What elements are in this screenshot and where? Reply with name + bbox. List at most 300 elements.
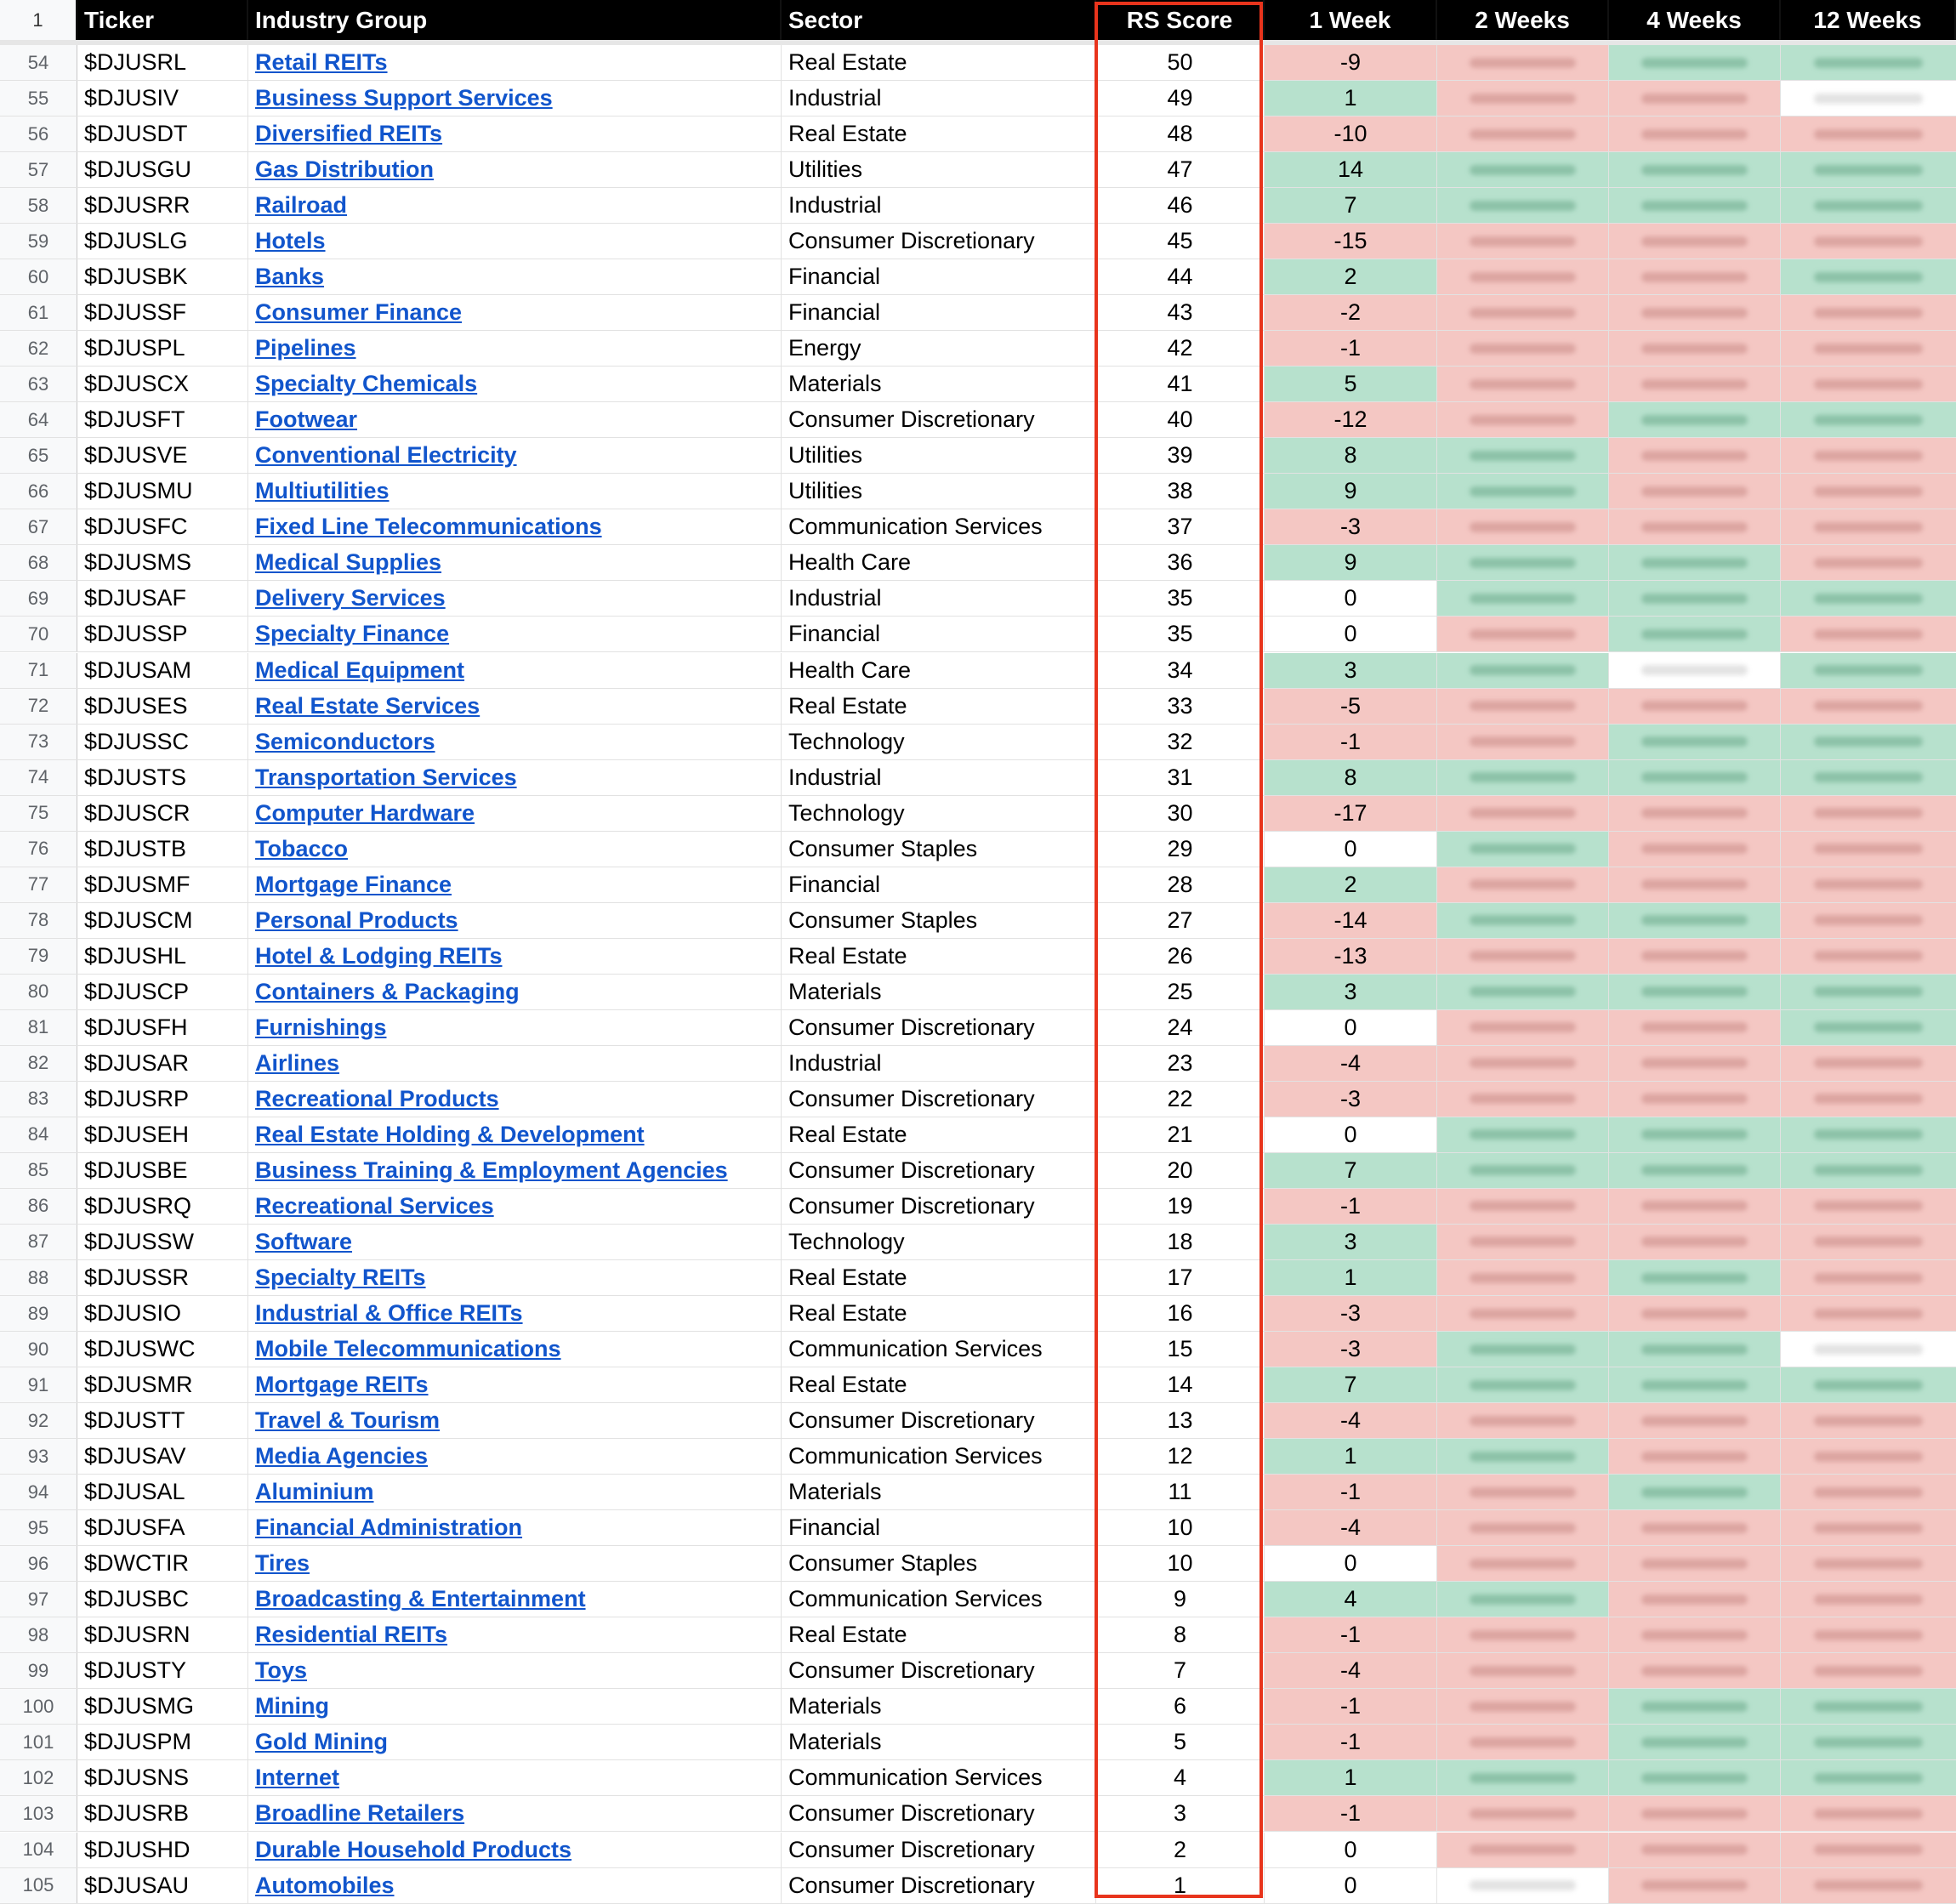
industry-group-cell[interactable] xyxy=(248,1546,782,1581)
week2-change-cell[interactable] xyxy=(1437,188,1609,223)
rs-score-cell[interactable]: 18 xyxy=(1096,1225,1265,1259)
week4-change-cell[interactable] xyxy=(1609,975,1781,1009)
week1-change-cell[interactable]: 7 xyxy=(1265,1153,1437,1188)
industry-group-cell[interactable] xyxy=(248,45,782,80)
sector-cell[interactable]: Consumer Discretionary xyxy=(782,1010,1096,1045)
sector-cell[interactable]: Real Estate xyxy=(782,1367,1096,1402)
week12-change-cell[interactable] xyxy=(1781,1439,1956,1474)
week12-change-cell[interactable] xyxy=(1781,689,1956,724)
week1-change-cell[interactable]: -1 xyxy=(1265,1796,1437,1831)
week12-change-cell[interactable] xyxy=(1781,224,1956,259)
week1-change-cell[interactable]: -1 xyxy=(1265,1475,1437,1509)
rs-score-cell[interactable]: 32 xyxy=(1096,725,1265,759)
week4-change-cell[interactable] xyxy=(1609,796,1781,831)
week1-change-cell[interactable]: -1 xyxy=(1265,1725,1437,1759)
industry-group-cell[interactable] xyxy=(248,1082,782,1117)
week1-change-cell[interactable]: -9 xyxy=(1265,45,1437,80)
row-number[interactable]: 101 xyxy=(0,1725,77,1759)
week12-change-cell[interactable] xyxy=(1781,402,1956,437)
industry-group-cell[interactable] xyxy=(248,1510,782,1545)
rs-score-cell[interactable]: 12 xyxy=(1096,1439,1265,1474)
week1-change-cell[interactable]: -12 xyxy=(1265,402,1437,437)
week4-change-cell[interactable] xyxy=(1609,1760,1781,1795)
week12-change-cell[interactable] xyxy=(1781,1403,1956,1438)
week4-change-cell[interactable] xyxy=(1609,1296,1781,1331)
rs-score-cell[interactable]: 28 xyxy=(1096,867,1265,902)
week12-change-cell[interactable] xyxy=(1781,509,1956,544)
ticker-cell[interactable]: $DJUSMU xyxy=(77,474,248,509)
sector-cell[interactable]: Financial xyxy=(782,295,1096,330)
ticker-cell[interactable]: $DJUSTY xyxy=(77,1653,248,1688)
industry-group-link[interactable]: Retail REITs xyxy=(255,49,388,75)
week1-change-cell[interactable]: -3 xyxy=(1265,1332,1437,1367)
header-industry-group[interactable]: Industry Group xyxy=(248,0,782,40)
ticker-cell[interactable]: $DJUSMS xyxy=(77,545,248,580)
rs-score-cell[interactable]: 4 xyxy=(1096,1760,1265,1795)
industry-group-link[interactable]: Multiutilities xyxy=(255,478,389,504)
sector-cell[interactable]: Consumer Discretionary xyxy=(782,1796,1096,1831)
week4-change-cell[interactable] xyxy=(1609,152,1781,187)
row-number[interactable]: 71 xyxy=(0,653,77,688)
week1-change-cell[interactable]: 0 xyxy=(1265,581,1437,616)
sector-cell[interactable]: Real Estate xyxy=(782,1260,1096,1295)
week1-change-cell[interactable]: -10 xyxy=(1265,117,1437,151)
week2-change-cell[interactable] xyxy=(1437,1296,1609,1331)
rs-score-cell[interactable]: 19 xyxy=(1096,1189,1265,1224)
week4-change-cell[interactable] xyxy=(1609,1582,1781,1617)
row-number[interactable]: 61 xyxy=(0,295,77,330)
header-1-week[interactable]: 1 Week xyxy=(1265,0,1437,40)
week1-change-cell[interactable]: 1 xyxy=(1265,1439,1437,1474)
row-number[interactable]: 105 xyxy=(0,1868,77,1903)
ticker-cell[interactable]: $DJUSSP xyxy=(77,617,248,651)
industry-group-link[interactable]: Consumer Finance xyxy=(255,299,463,326)
sector-cell[interactable]: Consumer Discretionary xyxy=(782,1653,1096,1688)
ticker-cell[interactable]: $DJUSRL xyxy=(77,45,248,80)
week12-change-cell[interactable] xyxy=(1781,1546,1956,1581)
week2-change-cell[interactable] xyxy=(1437,1868,1609,1903)
row-number[interactable]: 96 xyxy=(0,1546,77,1581)
ticker-cell[interactable]: $DJUSAF xyxy=(77,581,248,616)
row-number[interactable]: 85 xyxy=(0,1153,77,1188)
week4-change-cell[interactable] xyxy=(1609,1617,1781,1652)
rs-score-cell[interactable]: 48 xyxy=(1096,117,1265,151)
industry-group-cell[interactable] xyxy=(248,81,782,116)
week1-change-cell[interactable]: -4 xyxy=(1265,1653,1437,1688)
industry-group-link[interactable]: Specialty REITs xyxy=(255,1265,426,1291)
week1-change-cell[interactable]: 1 xyxy=(1265,1260,1437,1295)
industry-group-cell[interactable] xyxy=(248,1796,782,1831)
week4-change-cell[interactable] xyxy=(1609,81,1781,116)
week2-change-cell[interactable] xyxy=(1437,1082,1609,1117)
industry-group-cell[interactable] xyxy=(248,1260,782,1295)
week12-change-cell[interactable] xyxy=(1781,725,1956,759)
sector-cell[interactable]: Utilities xyxy=(782,438,1096,473)
week4-change-cell[interactable] xyxy=(1609,117,1781,151)
week1-change-cell[interactable]: 8 xyxy=(1265,438,1437,473)
week4-change-cell[interactable] xyxy=(1609,1833,1781,1867)
rs-score-cell[interactable]: 50 xyxy=(1096,45,1265,80)
row-number[interactable]: 79 xyxy=(0,939,77,974)
week4-change-cell[interactable] xyxy=(1609,1510,1781,1545)
week1-change-cell[interactable]: 0 xyxy=(1265,1833,1437,1867)
ticker-cell[interactable]: $DJUSCX xyxy=(77,367,248,401)
week4-change-cell[interactable] xyxy=(1609,1153,1781,1188)
week12-change-cell[interactable] xyxy=(1781,1189,1956,1224)
week1-change-cell[interactable]: 4 xyxy=(1265,1582,1437,1617)
ticker-cell[interactable]: $DJUSEH xyxy=(77,1117,248,1152)
industry-group-link[interactable]: Real Estate Services xyxy=(255,692,480,719)
row-number[interactable]: 65 xyxy=(0,438,77,473)
sector-cell[interactable]: Real Estate xyxy=(782,1617,1096,1652)
industry-group-link[interactable]: Recreational Services xyxy=(255,1192,494,1219)
sector-cell[interactable]: Consumer Discretionary xyxy=(782,1189,1096,1224)
week2-change-cell[interactable] xyxy=(1437,1332,1609,1367)
week2-change-cell[interactable] xyxy=(1437,1403,1609,1438)
week4-change-cell[interactable] xyxy=(1609,1653,1781,1688)
ticker-cell[interactable]: $DJUSSC xyxy=(77,725,248,759)
industry-group-link[interactable]: Specialty Finance xyxy=(255,621,450,647)
week1-change-cell[interactable]: 3 xyxy=(1265,653,1437,688)
week12-change-cell[interactable] xyxy=(1781,1833,1956,1867)
sector-cell[interactable]: Consumer Discretionary xyxy=(782,1403,1096,1438)
week4-change-cell[interactable] xyxy=(1609,1725,1781,1759)
week2-change-cell[interactable] xyxy=(1437,367,1609,401)
ticker-cell[interactable]: $DJUSMR xyxy=(77,1367,248,1402)
week12-change-cell[interactable] xyxy=(1781,367,1956,401)
sector-cell[interactable]: Communication Services xyxy=(782,509,1096,544)
rs-score-cell[interactable]: 41 xyxy=(1096,367,1265,401)
week4-change-cell[interactable] xyxy=(1609,188,1781,223)
rs-score-cell[interactable]: 22 xyxy=(1096,1082,1265,1117)
industry-group-cell[interactable] xyxy=(248,1475,782,1509)
ticker-cell[interactable]: $DJUSAM xyxy=(77,653,248,688)
rs-score-cell[interactable]: 29 xyxy=(1096,832,1265,867)
industry-group-link[interactable]: Railroad xyxy=(255,192,348,219)
row-number[interactable]: 56 xyxy=(0,117,77,151)
week1-change-cell[interactable]: -15 xyxy=(1265,224,1437,259)
week1-change-cell[interactable]: -13 xyxy=(1265,939,1437,974)
industry-group-link[interactable]: Containers & Packaging xyxy=(255,978,520,1004)
sector-cell[interactable]: Energy xyxy=(782,331,1096,366)
week12-change-cell[interactable] xyxy=(1781,1653,1956,1688)
ticker-cell[interactable]: $DJUSFH xyxy=(77,1010,248,1045)
week1-change-cell[interactable]: 2 xyxy=(1265,259,1437,294)
sector-cell[interactable]: Financial xyxy=(782,617,1096,651)
industry-group-cell[interactable] xyxy=(248,760,782,795)
ticker-cell[interactable]: $DJUSCR xyxy=(77,796,248,831)
sector-cell[interactable]: Communication Services xyxy=(782,1760,1096,1795)
week4-change-cell[interactable] xyxy=(1609,295,1781,330)
sector-cell[interactable]: Industrial xyxy=(782,760,1096,795)
industry-group-link[interactable]: Medical Supplies xyxy=(255,549,442,576)
ticker-cell[interactable]: $DJUSTB xyxy=(77,832,248,867)
industry-group-link[interactable]: Mortgage Finance xyxy=(255,871,452,897)
week1-change-cell[interactable]: 7 xyxy=(1265,188,1437,223)
ticker-cell[interactable]: $DJUSBE xyxy=(77,1153,248,1188)
sector-cell[interactable]: Communication Services xyxy=(782,1582,1096,1617)
sector-cell[interactable]: Industrial xyxy=(782,581,1096,616)
ticker-cell[interactable]: $DJUSFC xyxy=(77,509,248,544)
industry-group-link[interactable]: Mobile Telecommunications xyxy=(255,1336,561,1362)
week2-change-cell[interactable] xyxy=(1437,1010,1609,1045)
week2-change-cell[interactable] xyxy=(1437,1260,1609,1295)
row-number[interactable]: 59 xyxy=(0,224,77,259)
week12-change-cell[interactable] xyxy=(1781,1689,1956,1724)
industry-group-cell[interactable] xyxy=(248,581,782,616)
sector-cell[interactable]: Consumer Discretionary xyxy=(782,1153,1096,1188)
week4-change-cell[interactable] xyxy=(1609,1689,1781,1724)
industry-group-link[interactable]: Business Support Services xyxy=(255,85,553,111)
ticker-cell[interactable]: $DJUSIV xyxy=(77,81,248,116)
week4-change-cell[interactable] xyxy=(1609,653,1781,688)
week2-change-cell[interactable] xyxy=(1437,1617,1609,1652)
ticker-cell[interactable]: $DJUSAU xyxy=(77,1868,248,1903)
ticker-cell[interactable]: $DJUSSF xyxy=(77,295,248,330)
rs-score-cell[interactable]: 37 xyxy=(1096,509,1265,544)
row-number[interactable]: 55 xyxy=(0,81,77,116)
week2-change-cell[interactable] xyxy=(1437,689,1609,724)
industry-group-cell[interactable] xyxy=(248,1367,782,1402)
row-number[interactable]: 74 xyxy=(0,760,77,795)
sector-cell[interactable]: Communication Services xyxy=(782,1439,1096,1474)
industry-group-cell[interactable] xyxy=(248,224,782,259)
sector-cell[interactable]: Utilities xyxy=(782,474,1096,509)
row-number[interactable]: 90 xyxy=(0,1332,77,1367)
week1-change-cell[interactable]: 0 xyxy=(1265,832,1437,867)
row-number[interactable]: 67 xyxy=(0,509,77,544)
week1-change-cell[interactable]: -3 xyxy=(1265,1296,1437,1331)
week2-change-cell[interactable] xyxy=(1437,1225,1609,1259)
industry-group-link[interactable]: Business Training & Employment Agencies xyxy=(255,1157,728,1183)
industry-group-cell[interactable] xyxy=(248,653,782,688)
row-number[interactable]: 70 xyxy=(0,617,77,651)
week2-change-cell[interactable] xyxy=(1437,975,1609,1009)
ticker-cell[interactable]: $DJUSCP xyxy=(77,975,248,1009)
row-number[interactable]: 78 xyxy=(0,903,77,938)
rs-score-cell[interactable]: 7 xyxy=(1096,1653,1265,1688)
industry-group-link[interactable]: Personal Products xyxy=(255,907,458,933)
industry-group-cell[interactable] xyxy=(248,117,782,151)
industry-group-cell[interactable] xyxy=(248,295,782,330)
industry-group-link[interactable]: Tires xyxy=(255,1550,310,1577)
row-number[interactable]: 58 xyxy=(0,188,77,223)
sector-cell[interactable]: Materials xyxy=(782,975,1096,1009)
row-number[interactable]: 68 xyxy=(0,545,77,580)
ticker-cell[interactable]: $DJUSAL xyxy=(77,1475,248,1509)
week12-change-cell[interactable] xyxy=(1781,796,1956,831)
week2-change-cell[interactable] xyxy=(1437,832,1609,867)
week1-change-cell[interactable]: 0 xyxy=(1265,1117,1437,1152)
week2-change-cell[interactable] xyxy=(1437,581,1609,616)
ticker-cell[interactable]: $DJUSRR xyxy=(77,188,248,223)
industry-group-cell[interactable] xyxy=(248,903,782,938)
rs-score-cell[interactable]: 47 xyxy=(1096,152,1265,187)
week1-change-cell[interactable]: 0 xyxy=(1265,617,1437,651)
industry-group-link[interactable]: Delivery Services xyxy=(255,585,446,611)
week4-change-cell[interactable] xyxy=(1609,509,1781,544)
ticker-cell[interactable]: $DJUSAR xyxy=(77,1046,248,1081)
ticker-cell[interactable]: $DJUSTT xyxy=(77,1403,248,1438)
ticker-cell[interactable]: $DWCTIR xyxy=(77,1546,248,1581)
week12-change-cell[interactable] xyxy=(1781,1510,1956,1545)
sector-cell[interactable]: Materials xyxy=(782,1725,1096,1759)
rs-score-cell[interactable]: 40 xyxy=(1096,402,1265,437)
week2-change-cell[interactable] xyxy=(1437,1046,1609,1081)
week4-change-cell[interactable] xyxy=(1609,438,1781,473)
ticker-cell[interactable]: $DJUSHD xyxy=(77,1833,248,1867)
header-sector[interactable]: Sector xyxy=(782,0,1096,40)
week12-change-cell[interactable] xyxy=(1781,545,1956,580)
week4-change-cell[interactable] xyxy=(1609,1117,1781,1152)
week2-change-cell[interactable] xyxy=(1437,474,1609,509)
ticker-cell[interactable]: $DJUSCM xyxy=(77,903,248,938)
industry-group-cell[interactable] xyxy=(248,832,782,867)
industry-group-link[interactable]: Footwear xyxy=(255,406,358,433)
rs-score-cell[interactable]: 24 xyxy=(1096,1010,1265,1045)
sector-cell[interactable]: Industrial xyxy=(782,1046,1096,1081)
ticker-cell[interactable]: $DJUSLG xyxy=(77,224,248,259)
week2-change-cell[interactable] xyxy=(1437,259,1609,294)
rs-score-cell[interactable]: 30 xyxy=(1096,796,1265,831)
row-number[interactable]: 62 xyxy=(0,331,77,366)
week2-change-cell[interactable] xyxy=(1437,117,1609,151)
row-number[interactable]: 84 xyxy=(0,1117,77,1152)
sector-cell[interactable]: Communication Services xyxy=(782,1332,1096,1367)
rs-score-cell[interactable]: 35 xyxy=(1096,581,1265,616)
sector-cell[interactable]: Consumer Discretionary xyxy=(782,224,1096,259)
week12-change-cell[interactable] xyxy=(1781,832,1956,867)
week4-change-cell[interactable] xyxy=(1609,1260,1781,1295)
industry-group-link[interactable]: Pipelines xyxy=(255,335,356,361)
industry-group-link[interactable]: Durable Household Products xyxy=(255,1836,572,1862)
ticker-cell[interactable]: $DJUSHL xyxy=(77,939,248,974)
rs-score-cell[interactable]: 11 xyxy=(1096,1475,1265,1509)
week1-change-cell[interactable]: 3 xyxy=(1265,975,1437,1009)
sector-cell[interactable]: Technology xyxy=(782,1225,1096,1259)
industry-group-link[interactable]: Conventional Electricity xyxy=(255,442,517,469)
industry-group-cell[interactable] xyxy=(248,152,782,187)
industry-group-cell[interactable] xyxy=(248,1868,782,1903)
industry-group-link[interactable]: Banks xyxy=(255,264,325,290)
week12-change-cell[interactable] xyxy=(1781,117,1956,151)
sector-cell[interactable]: Technology xyxy=(782,796,1096,831)
row-number[interactable]: 93 xyxy=(0,1439,77,1474)
industry-group-link[interactable]: Diversified REITs xyxy=(255,121,443,147)
sector-cell[interactable]: Materials xyxy=(782,1475,1096,1509)
week2-change-cell[interactable] xyxy=(1437,796,1609,831)
industry-group-cell[interactable] xyxy=(248,1439,782,1474)
week2-change-cell[interactable] xyxy=(1437,1117,1609,1152)
industry-group-link[interactable]: Computer Hardware xyxy=(255,799,475,826)
week4-change-cell[interactable] xyxy=(1609,581,1781,616)
rs-score-cell[interactable]: 13 xyxy=(1096,1403,1265,1438)
sector-cell[interactable]: Consumer Staples xyxy=(782,903,1096,938)
week12-change-cell[interactable] xyxy=(1781,939,1956,974)
industry-group-cell[interactable] xyxy=(248,1689,782,1724)
row-number[interactable]: 72 xyxy=(0,689,77,724)
industry-group-cell[interactable] xyxy=(248,367,782,401)
ticker-cell[interactable]: $DJUSMF xyxy=(77,867,248,902)
week4-change-cell[interactable] xyxy=(1609,1189,1781,1224)
week4-change-cell[interactable] xyxy=(1609,1332,1781,1367)
sector-cell[interactable]: Materials xyxy=(782,367,1096,401)
week1-change-cell[interactable]: -1 xyxy=(1265,1689,1437,1724)
row-number[interactable]: 99 xyxy=(0,1653,77,1688)
week4-change-cell[interactable] xyxy=(1609,1475,1781,1509)
week2-change-cell[interactable] xyxy=(1437,331,1609,366)
industry-group-cell[interactable] xyxy=(248,1153,782,1188)
week12-change-cell[interactable] xyxy=(1781,295,1956,330)
row-number[interactable]: 80 xyxy=(0,975,77,1009)
row-number[interactable]: 64 xyxy=(0,402,77,437)
rs-score-cell[interactable]: 8 xyxy=(1096,1617,1265,1652)
industry-group-cell[interactable] xyxy=(248,402,782,437)
industry-group-cell[interactable] xyxy=(248,725,782,759)
week1-change-cell[interactable]: 9 xyxy=(1265,474,1437,509)
industry-group-cell[interactable] xyxy=(248,438,782,473)
rs-score-cell[interactable]: 2 xyxy=(1096,1833,1265,1867)
week4-change-cell[interactable] xyxy=(1609,1868,1781,1903)
industry-group-cell[interactable] xyxy=(248,509,782,544)
row-number[interactable]: 89 xyxy=(0,1296,77,1331)
week2-change-cell[interactable] xyxy=(1437,1475,1609,1509)
week2-change-cell[interactable] xyxy=(1437,1796,1609,1831)
row-number[interactable]: 69 xyxy=(0,581,77,616)
week12-change-cell[interactable] xyxy=(1781,1046,1956,1081)
week2-change-cell[interactable] xyxy=(1437,1582,1609,1617)
week12-change-cell[interactable] xyxy=(1781,760,1956,795)
week12-change-cell[interactable] xyxy=(1781,903,1956,938)
row-number[interactable]: 81 xyxy=(0,1010,77,1045)
week12-change-cell[interactable] xyxy=(1781,259,1956,294)
header-row-number[interactable]: 1 xyxy=(0,0,77,40)
week4-change-cell[interactable] xyxy=(1609,867,1781,902)
week4-change-cell[interactable] xyxy=(1609,903,1781,938)
header-4-weeks[interactable]: 4 Weeks xyxy=(1609,0,1781,40)
row-number[interactable]: 100 xyxy=(0,1689,77,1724)
industry-group-link[interactable]: Hotel & Lodging REITs xyxy=(255,942,503,969)
week12-change-cell[interactable] xyxy=(1781,581,1956,616)
week1-change-cell[interactable]: 0 xyxy=(1265,1010,1437,1045)
week2-change-cell[interactable] xyxy=(1437,939,1609,974)
rs-score-cell[interactable]: 38 xyxy=(1096,474,1265,509)
week2-change-cell[interactable] xyxy=(1437,1760,1609,1795)
industry-group-cell[interactable] xyxy=(248,1296,782,1331)
rs-score-cell[interactable]: 46 xyxy=(1096,188,1265,223)
week1-change-cell[interactable]: 0 xyxy=(1265,1868,1437,1903)
week12-change-cell[interactable] xyxy=(1781,188,1956,223)
sector-cell[interactable]: Real Estate xyxy=(782,117,1096,151)
industry-group-cell[interactable] xyxy=(248,1117,782,1152)
industry-group-link[interactable]: Automobiles xyxy=(255,1872,395,1898)
week1-change-cell[interactable]: 9 xyxy=(1265,545,1437,580)
week12-change-cell[interactable] xyxy=(1781,1010,1956,1045)
rs-score-cell[interactable]: 9 xyxy=(1096,1582,1265,1617)
week2-change-cell[interactable] xyxy=(1437,1689,1609,1724)
rs-score-cell[interactable]: 27 xyxy=(1096,903,1265,938)
week4-change-cell[interactable] xyxy=(1609,545,1781,580)
week12-change-cell[interactable] xyxy=(1781,1617,1956,1652)
sector-cell[interactable]: Utilities xyxy=(782,152,1096,187)
sector-cell[interactable]: Health Care xyxy=(782,653,1096,688)
industry-group-cell[interactable] xyxy=(248,1725,782,1759)
row-number[interactable]: 77 xyxy=(0,867,77,902)
industry-group-link[interactable]: Broadline Retailers xyxy=(255,1800,465,1827)
week12-change-cell[interactable] xyxy=(1781,617,1956,651)
sector-cell[interactable]: Real Estate xyxy=(782,689,1096,724)
ticker-cell[interactable]: $DJUSSW xyxy=(77,1225,248,1259)
